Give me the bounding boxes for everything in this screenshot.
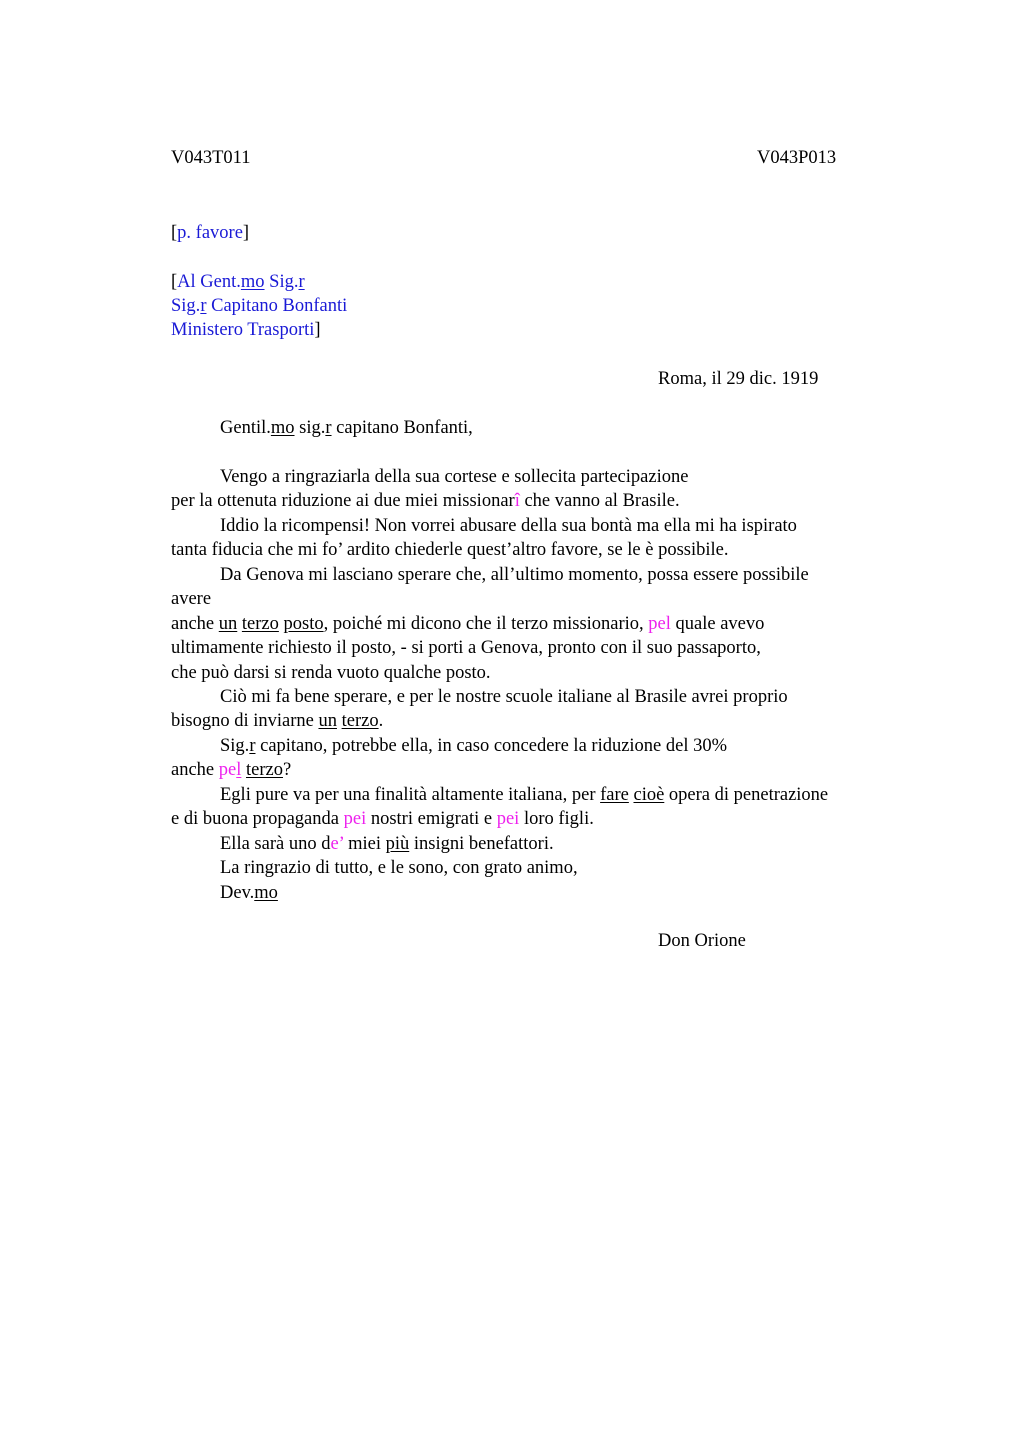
address-line-2: Sig.r Capitano Bonfanti — [171, 296, 348, 316]
body-line: ultimamente richiesto il posto, - si porti a Genova, pronto con il suo passaporto, — [171, 638, 761, 658]
body-line: anche pel terzo? — [171, 760, 292, 780]
body-line: bisogno di inviarne un terzo. — [171, 711, 384, 731]
body-line: per la ottenuta riduzione ai due miei missionarî che vanno al Brasile. — [171, 491, 680, 511]
body-line: La ringrazio di tutto, e le sono, con grato animo, — [220, 858, 578, 878]
closing: Dev.mo — [220, 883, 278, 903]
body-line: Sig.r capitano, potrebbe ella, in caso concedere la riduzione del 30% — [220, 736, 728, 756]
salutation: Gentil.mo sig.r capitano Bonfanti, — [220, 418, 473, 438]
address-line-1: [Al Gent.mo Sig.r — [171, 272, 305, 292]
body-line: e di buona propaganda pei nostri emigrati e pei loro figli. — [171, 809, 594, 829]
body-line: avere — [171, 589, 212, 609]
editorial-note: [p. favore] — [171, 223, 250, 243]
document-id-left: V043T011 — [171, 148, 251, 168]
body-line: anche un terzo posto, poiché mi dicono che il terzo missionario, pel quale avevo — [171, 614, 765, 634]
body-line: Ciò mi fa bene sperare, e per le nostre scuole italiane al Brasile avrei proprio — [220, 687, 788, 707]
body-line: tanta fiducia che mi fo’ ardito chiederle quest’altro favore, se le è possibile. — [171, 540, 729, 560]
address-line-3: Ministero Trasporti] — [171, 320, 321, 340]
body-line: Ella sarà uno de’ miei più insigni benefattori. — [220, 834, 554, 854]
document-id-right: V043P013 — [757, 148, 837, 168]
body-line: Da Genova mi lasciano sperare che, all’ultimo momento, possa essere possibile — [220, 565, 809, 585]
body-line: che può darsi si renda vuoto qualche posto. — [171, 663, 491, 683]
date-line: Roma, il 29 dic. 1919 — [658, 369, 819, 389]
body-line: Iddio la ricompensi! Non vorrei abusare della sua bontà ma ella mi ha ispirato — [220, 516, 797, 536]
body-line: Vengo a ringraziarla della sua cortese e sollecita partecipazione — [220, 467, 689, 487]
body-line: Egli pure va per una finalità altamente italiana, per fare cioè opera di penetrazione — [220, 785, 829, 805]
signature: Don Orione — [658, 931, 746, 951]
